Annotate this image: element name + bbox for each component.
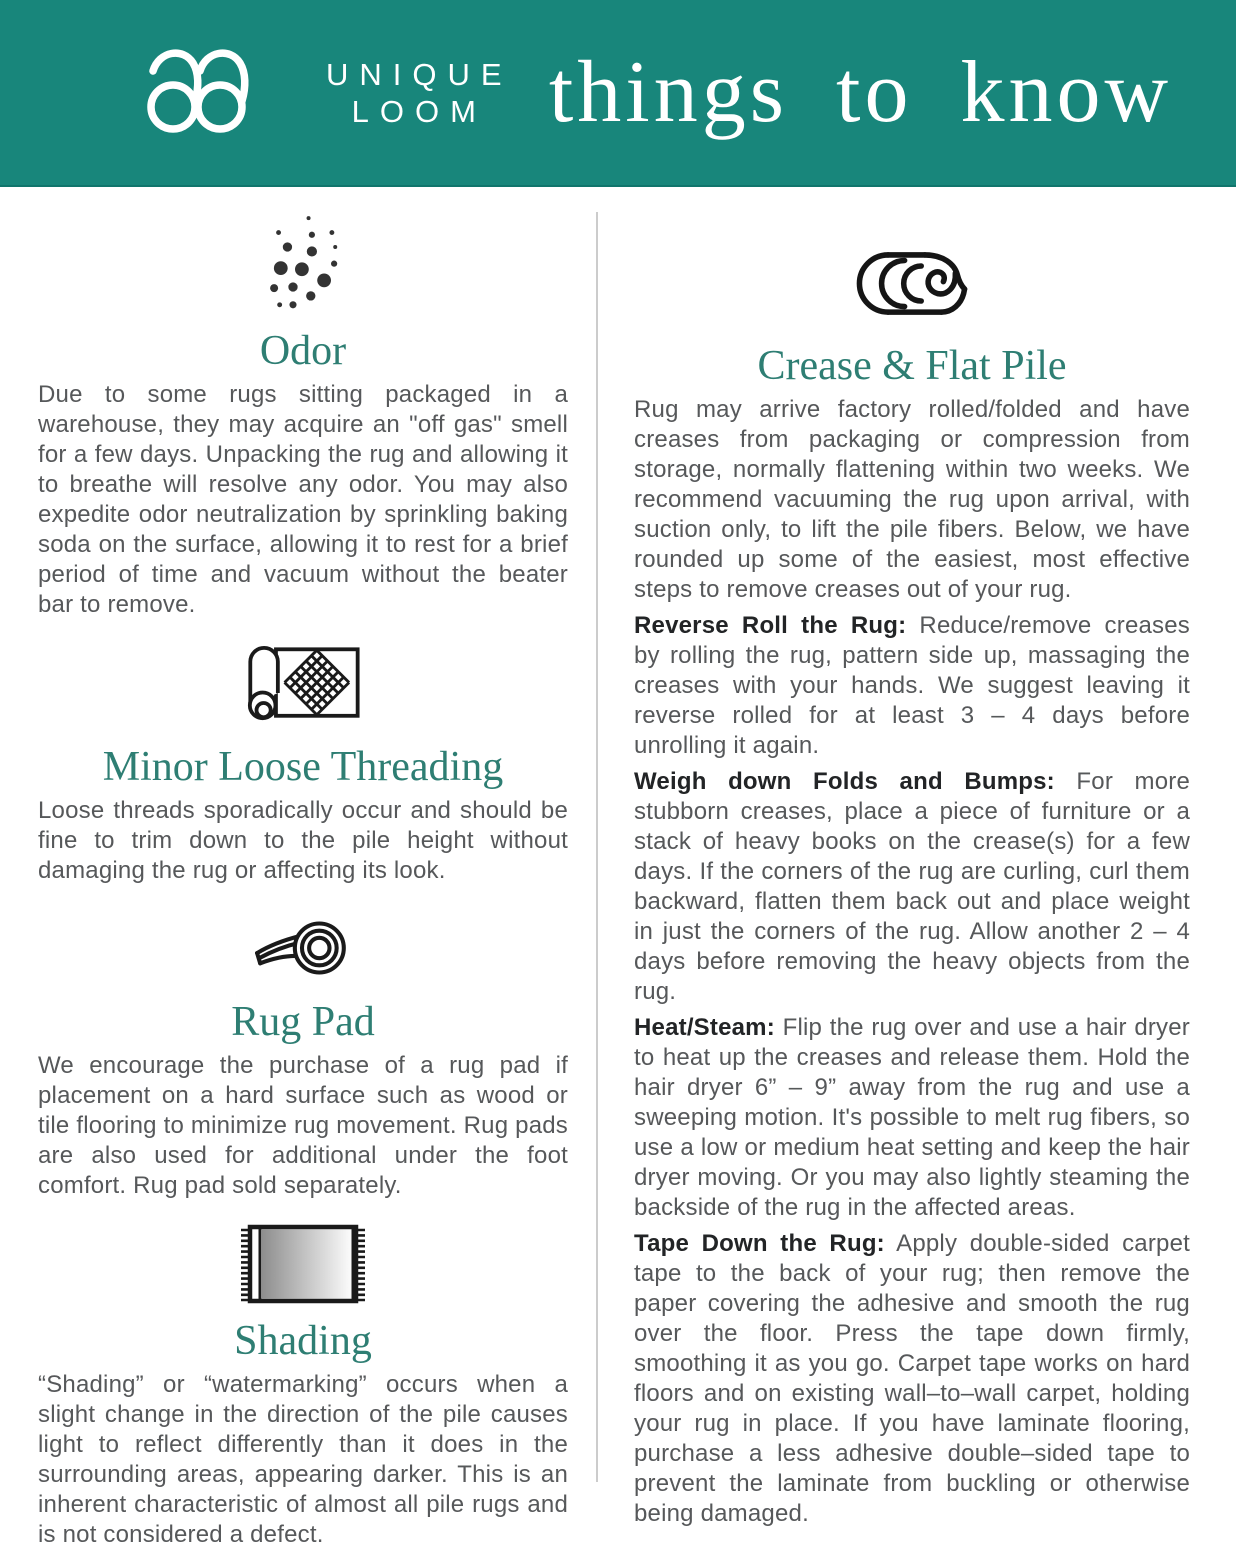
brand-line-1: UNIQUE [326,56,513,92]
brand-name [326,56,513,130]
threading-body: Loose threads sporadically occur and should be fine to trim down to the pile height without damaging the rug or affecting its look. [38,797,568,884]
tip-reverse-roll-label: Reverse Roll the Rug: [634,612,907,639]
tip-reverse-roll [634,611,1190,761]
right-column [634,187,1190,1529]
brand [108,43,513,143]
content [0,187,1236,1548]
odor-body: Due to some rugs sitting packaged in a warehouse, they may acquire an "off gas" smell for a few days. Unpacking the rug and allowing it to breathe will resolve any odor. You may also expedite odor neutralization by sprinkling baking soda on the surface, allowing it to rest for a brief period of time and vacuum without the beater bar to remove. [38,381,568,618]
odor-particles-icon [253,209,353,315]
rugpad-body: We encourage the purchase of a rug pad if placement on a hard surface such as wood or tile flooring to minimize rug movement. Rug pads are also used for additional under the foot comfort. Rug pad sold separately. [38,1052,568,1199]
column-divider [596,212,598,1482]
tip-tape-down-body: Apply double-sided carpet tape to the back of your rug; then remove the paper covering the adhesive and smooth the rug over the floor. Press the tape down firmly, smoothing it as you go. Carpet tape works on hard floors and on existing wall–to–wall carpet, holding your rug in place. If you have laminate flooring, purchase a less adhesive double–sided tape to prevent the laminate from buckling or otherwise being damaged. [634,1230,1190,1527]
banner [0,0,1236,187]
section-rug-pad [38,916,568,1201]
tip-heat-steam [634,1013,1190,1223]
rugpad-heading: Rug Pad [231,999,375,1045]
odor-heading: Odor [259,328,347,374]
section-shading [38,1223,568,1550]
unrolled-rug-icon [231,636,376,731]
unique-loom-logo-icon [108,43,304,143]
tip-weigh-down [634,767,1190,1007]
shading-body: “Shading” or “watermarking” occurs when a slight change in the direction of the pile causes light to reflect differently than it does in the surrounding areas, appearing darker. This is an inherent characteristic of almost all pile rugs and is not considered a defect. [38,1371,568,1548]
tip-weigh-down-label: Weigh down Folds and Bumps: [634,768,1055,795]
tip-tape-down [634,1229,1190,1529]
page-title: things to know [548,43,1172,141]
shading-heading: Shading [234,1318,372,1364]
tip-reverse-roll-body: Reduce/remove creases by rolling the rug, pattern side up, massaging the creases with your hands. We suggest leaving it reverse rolled for at least 3 – 4 days before unrolling it again. [634,612,1190,759]
crease-intro: Rug may arrive factory rolled/folded and have creases from packaging or compression from storage, normally flattening within two weeks. We recommend vacuuming the rug upon arrival, with suction only, to lift the pile fibers. Below, we have rounded up some of the easiest, most effective steps to remove creases out of your rug. [634,396,1190,603]
tip-weigh-down-body: For more stubborn creases, place a piece of furniture or a stack of heavy books on the crease(s) for a few days. If the corners of the rug are curling, curl them backward, flatten them back out and place weight in just the corners of the rug. Allow another 2 – 4 days before removing the heavy objects from the rug. [634,768,1191,1005]
brand-line-2: LOOM [351,93,487,129]
left-column [38,187,568,1550]
crease-heading: Crease & Flat Pile [757,343,1067,389]
threading-heading: Minor Loose Threading [102,744,504,790]
rug-pad-roll-icon [252,916,354,980]
section-odor [38,209,568,620]
section-minor-loose-threading [38,636,568,886]
tip-heat-steam-label: Heat/Steam: [634,1014,775,1041]
rolled-rug-icon [853,245,971,322]
tip-heat-steam-body: Flip the rug over and use a hair dryer to heat up the creases and release them. Hold the hair dryer 6” – 9” away from the rug and use a sweeping motion. It's possible to melt rug fibers, so use a low or medium heat setting and keep the hair dryer moving. Or you may also lightly steaming the backside of the rug in the affected areas. [634,1014,1190,1221]
shaded-rug-icon [238,1223,368,1305]
tip-tape-down-label: Tape Down the Rug: [634,1230,885,1257]
section-crease-flat-pile [634,245,1190,1529]
